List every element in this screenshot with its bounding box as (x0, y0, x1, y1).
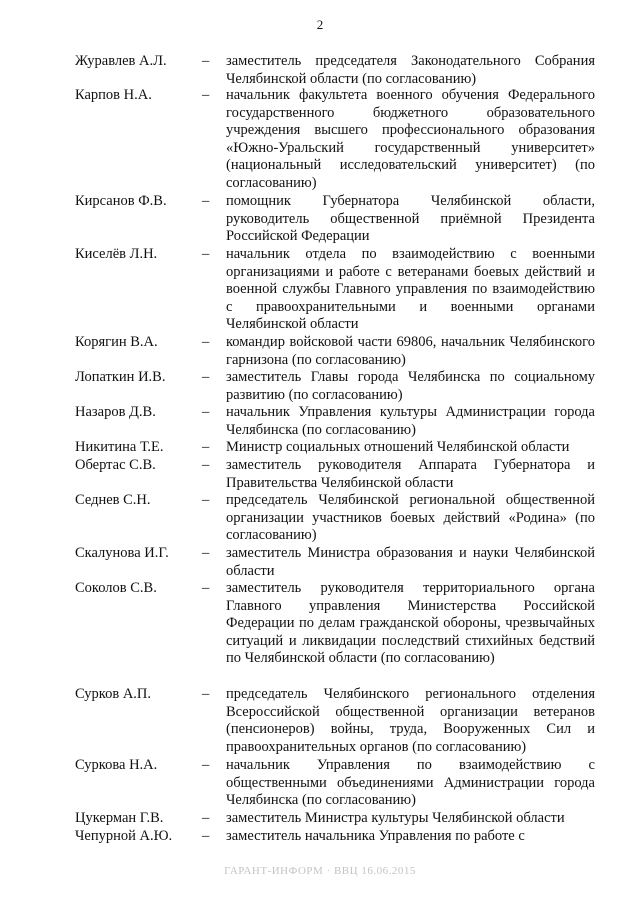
member-name: Никитина Т.Е. (75, 439, 164, 455)
dash-separator: – (202, 810, 210, 826)
dash-separator: – (202, 439, 210, 455)
dash-separator: – (202, 193, 210, 209)
dash-separator: – (202, 87, 210, 103)
member-role: председатель Челябинской региональной общественной организации участников боевых действий «Родина» (по согласованию) (226, 492, 595, 544)
member-role: заместитель председателя Законодательного Собрания Челябинской области (по согласованию) (226, 53, 595, 87)
dash-separator: – (202, 757, 210, 773)
member-name: Седнев С.Н. (75, 492, 151, 508)
member-name: Суркова Н.А. (75, 757, 158, 773)
list-item (75, 439, 595, 457)
member-name: Чепурной А.Ю. (75, 828, 173, 844)
list-item (75, 87, 595, 193)
member-name: Кирсанов Ф.В. (75, 193, 167, 209)
member-role: заместитель Министра культуры Челябинской области (226, 810, 565, 826)
member-role: председатель Челябинского регионального отделения Всероссийской общественной организации ветеранов (пенсионеров) войны, труда, Вооруженных Сил и правоохранительных органов (по согласованию) (226, 686, 595, 755)
footer-watermark: ГАРАНТ-ИНФОРМ · ВВЦ 16.06.2015 (224, 865, 416, 877)
list-item (75, 580, 595, 686)
member-role: заместитель руководителя Аппарата Губернатора и Правительства Челябинской области (226, 457, 595, 491)
list-item (75, 369, 595, 404)
list-item (75, 810, 595, 828)
dash-separator: – (202, 246, 210, 262)
member-role: начальник отдела по взаимодействию с военными организациями и работе с ветеранами боевых действий и военной службы Главного управления по взаимодействию с правоохранительными и военными органами Челябинской области (226, 246, 595, 333)
member-name: Карпов Н.А. (75, 87, 152, 103)
list-item (75, 828, 595, 846)
dash-separator: – (202, 686, 210, 702)
dash-separator: – (202, 404, 210, 420)
member-role: заместитель начальника Управления по работе с (226, 828, 525, 844)
list-item (75, 686, 595, 757)
member-name: Корягин В.А. (75, 334, 158, 350)
dash-separator: – (202, 457, 210, 473)
member-name: Скалунова И.Г. (75, 545, 169, 561)
member-name: Киселёв Л.Н. (75, 246, 158, 262)
member-role: начальник Управления по взаимодействию с общественными объединениями Администрации города Челябинска (по согласованию) (226, 757, 595, 809)
list-item (75, 193, 595, 246)
member-name: Лопаткин И.В. (75, 369, 166, 385)
page-number: 2 (316, 17, 324, 32)
member-role: помощник Губернатора Челябинской области, руководитель общественной приёмной Президента Российской Федерации (226, 193, 595, 245)
member-role: начальник Управления культуры Администрации города Челябинска (по согласованию) (226, 404, 595, 438)
dash-separator: – (202, 580, 210, 596)
member-role: начальник факультета военного обучения Федерального государственного бюджетного образовательного учреждения высшего профессионального образования «Южно-Уральский государственный университет» (национальный исследовательский университет) (по согласованию) (226, 87, 595, 191)
members-list (75, 53, 595, 846)
list-item (75, 457, 595, 492)
list-item (75, 492, 595, 545)
member-name: Соколов С.В. (75, 580, 157, 596)
dash-separator: – (202, 828, 210, 844)
list-item (75, 246, 595, 334)
dash-separator: – (202, 334, 210, 350)
member-role: командир войсковой части 69806, начальник Челябинского гарнизона (по согласованию) (226, 334, 595, 368)
list-item (75, 404, 595, 439)
dash-separator: – (202, 53, 210, 69)
dash-separator: – (202, 369, 210, 385)
list-item (75, 757, 595, 810)
member-name: Обертас С.В. (75, 457, 156, 473)
member-name: Сурков А.П. (75, 686, 152, 702)
member-name: Назаров Д.В. (75, 404, 156, 420)
list-item (75, 53, 595, 87)
list-item (75, 334, 595, 369)
member-name: Журавлев А.Л. (75, 53, 167, 69)
member-role: заместитель Министра образования и науки Челябинской области (226, 545, 595, 579)
member-role: Министр социальных отношений Челябинской области (226, 439, 570, 455)
member-name: Цукерман Г.В. (75, 810, 164, 826)
dash-separator: – (202, 492, 210, 508)
member-role: заместитель Главы города Челябинска по социальному развитию (по согласованию) (226, 369, 595, 403)
dash-separator: – (202, 545, 210, 561)
list-item (75, 545, 595, 580)
member-role: заместитель руководителя территориального органа Главного управления Министерства Российской Федерации по делам гражданской обороны, чрезвычайных ситуаций и ликвидации последствий стихийных бедствий по Челябинской области (по согласованию) (226, 580, 595, 667)
